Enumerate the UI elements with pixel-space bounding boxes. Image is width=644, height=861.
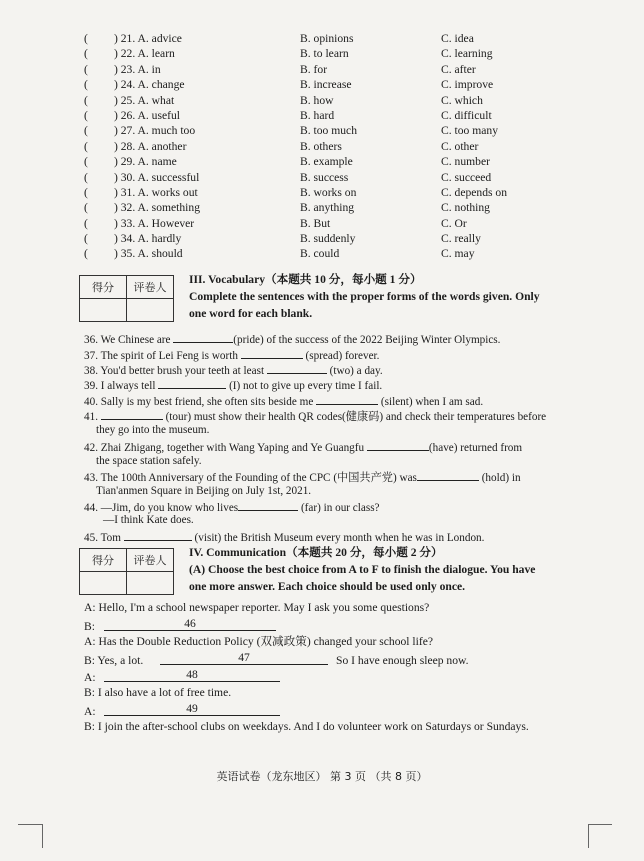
answer-blank-49[interactable]: 49 (104, 702, 280, 716)
q40-text: 40. Sally is my best friend, she often sits beside me (84, 396, 317, 408)
q36-text: 36. We Chinese are (84, 334, 174, 346)
option-a: ) 34. A. hardly (114, 232, 182, 246)
question-42 (84, 439, 522, 455)
answer-paren[interactable]: ( (84, 108, 88, 122)
q43-hint: (hold) in (478, 472, 521, 484)
question-42-cont: the space station safely. (96, 455, 202, 467)
q39-text: 39. I always tell (84, 380, 159, 392)
option-b: B. But (300, 216, 331, 230)
choice-row (84, 154, 624, 169)
answer-paren[interactable]: ( (84, 185, 88, 199)
dialogue-line-4-end: So I have enough sleep now. (336, 654, 469, 667)
option-b: B. hard (300, 108, 335, 122)
question-41 (84, 408, 546, 424)
option-b: B. opinions (300, 32, 354, 45)
question-45 (84, 529, 484, 545)
choice-row (84, 139, 624, 154)
crop-mark-left-v (42, 824, 43, 848)
option-c: C. which (441, 93, 483, 107)
option-b: B. success (300, 170, 349, 184)
answer-paren[interactable]: ( (84, 32, 88, 45)
q41-hint: (tour) must show their health QR codes(健康码) and check their temperatures before (162, 411, 547, 423)
option-b: B. suddenly (300, 232, 356, 246)
option-c: C. learning (441, 47, 493, 61)
question-39 (84, 377, 382, 393)
crop-mark-right-v (588, 824, 589, 848)
q45-text: 45. Tom (84, 532, 124, 544)
option-a: ) 24. A. change (114, 78, 185, 92)
option-c: C. depends on (441, 185, 508, 199)
option-a: ) 27. A. much too (114, 124, 196, 138)
question-38 (84, 362, 383, 378)
q38-hint: (two) a day. (326, 365, 383, 377)
choice-row (84, 62, 624, 77)
option-a: ) 25. A. what (114, 93, 175, 107)
option-b: B. could (300, 247, 340, 261)
option-a: ) 33. A. However (114, 216, 195, 230)
option-c: C. improve (441, 78, 494, 92)
option-a: ) 29. A. name (114, 155, 177, 169)
q45-blank[interactable] (124, 529, 192, 541)
question-44-cont: —I think Kate does. (103, 514, 194, 526)
option-b: B. works on (300, 185, 357, 199)
answer-blank-46[interactable]: 46 (104, 617, 276, 631)
option-c: C. other (441, 139, 479, 153)
section4-title: IV. Communication（本题共 20 分，每小题 2 分） (189, 546, 443, 559)
grader-cell[interactable] (127, 572, 174, 595)
option-c: C. difficult (441, 108, 492, 122)
answer-blank-47[interactable]: 47 (160, 651, 328, 665)
answer-paren[interactable]: ( (84, 139, 88, 153)
answer-paren[interactable]: ( (84, 124, 88, 138)
option-c: C. succeed (441, 170, 492, 184)
option-c: C. may (441, 247, 475, 261)
grader-label: 评卷人 (127, 276, 174, 299)
q39-blank[interactable] (158, 377, 226, 389)
question-37 (84, 347, 379, 363)
q38-text: 38. You'd better brush your teeth at least (84, 365, 267, 377)
question-40 (84, 393, 483, 409)
option-a: ) 32. A. something (114, 201, 200, 215)
q36-blank[interactable] (173, 331, 233, 343)
choice-row (84, 93, 624, 108)
q37-hint: (spread) forever. (302, 350, 380, 362)
answer-paren[interactable]: ( (84, 47, 88, 61)
option-b: B. increase (300, 78, 352, 92)
answer-blank-48[interactable]: 48 (104, 668, 280, 682)
question-41-cont: they go into the museum. (96, 424, 210, 436)
option-b: B. too much (300, 124, 358, 138)
q42-hint: (have) returned from (428, 442, 523, 454)
option-c: C. too many (441, 124, 499, 138)
choice-row (84, 200, 624, 215)
option-c: C. really (441, 232, 481, 246)
answer-paren[interactable]: ( (84, 62, 88, 76)
dialogue-line-5-speaker: A: (84, 671, 96, 684)
score-box-section4 (79, 548, 174, 595)
option-b: B. for (300, 62, 328, 76)
section4-instruction-2: one more answer. Each choice should be used only once. (189, 580, 466, 593)
option-b: B. others (300, 139, 342, 153)
answer-paren[interactable]: ( (84, 170, 88, 184)
q39-hint: (I) not to give up every time I fail. (226, 380, 383, 392)
option-a: ) 23. A. in (114, 62, 161, 76)
answer-paren[interactable]: ( (84, 93, 88, 107)
crop-mark-right-h (588, 824, 612, 825)
option-b: B. example (300, 155, 353, 169)
option-a: ) 26. A. useful (114, 108, 181, 122)
q40-blank[interactable] (316, 393, 378, 405)
q43-blank[interactable] (417, 469, 479, 481)
option-b: B. to learn (300, 47, 349, 61)
q44-hint: (far) in our class? (298, 502, 380, 514)
choice-row (84, 170, 624, 185)
question-36 (84, 331, 500, 347)
grader-label: 评卷人 (127, 549, 174, 572)
answer-paren[interactable]: ( (84, 155, 88, 169)
option-a: ) 35. A. should (114, 247, 183, 261)
dialogue-line-4-start: B: Yes, a lot. (84, 654, 144, 667)
option-c: C. nothing (441, 201, 490, 215)
q42-blank[interactable] (367, 439, 429, 451)
grader-cell[interactable] (127, 299, 174, 322)
choice-row (84, 31, 624, 46)
section3-title: III. Vocabulary（本题共 10 分，每小题 1 分） (189, 273, 422, 286)
q45-hint: (visit) the British Museum every month when he was in London. (191, 532, 485, 544)
option-a: ) 22. A. learn (114, 47, 175, 61)
q42-text: 42. Zhai Zhigang, together with Wang Yaping and Ye Guangfu (84, 442, 367, 454)
q41-blank[interactable] (101, 408, 163, 420)
answer-paren[interactable]: ( (84, 216, 88, 230)
crop-mark-left-h (18, 824, 42, 825)
score-box-section3 (79, 275, 174, 322)
section4-instruction-1: (A) Choose the best choice from A to F to finish the dialogue. You have (189, 563, 536, 576)
score-cell[interactable] (80, 299, 127, 322)
option-a: ) 31. A. works out (114, 185, 198, 199)
option-b: B. anything (300, 201, 355, 215)
q43-text: 43. The 100th Anniversary of the Founding of the CPC (中国共产党) was (84, 472, 417, 484)
dialogue-line-6: B: I also have a lot of free time. (84, 686, 232, 699)
choice-row (84, 216, 624, 231)
q37-blank[interactable] (241, 347, 303, 359)
page-footer: 英语试卷（龙东地区） 第 3 页 （共 8 页） (216, 770, 428, 783)
choice-list (84, 31, 624, 262)
section3-instruction-2: one word for each blank. (189, 307, 313, 320)
q44-blank[interactable] (238, 499, 298, 511)
question-43 (84, 469, 521, 485)
score-label: 得分 (80, 549, 127, 572)
q44-text: 44. —Jim, do you know who lives (84, 502, 239, 514)
section3-instruction-1: Complete the sentences with the proper forms of the words given. Only (189, 290, 540, 303)
q40-hint: (silent) when I am sad. (378, 396, 484, 408)
option-a: ) 28. A. another (114, 139, 187, 153)
choice-row (84, 108, 624, 123)
choice-row (84, 46, 624, 61)
choice-row (84, 77, 624, 92)
choice-row (84, 231, 624, 246)
choice-row (84, 185, 624, 200)
score-cell[interactable] (80, 572, 127, 595)
dialogue-line-8: B: I join the after-school clubs on weekdays. And I do volunteer work on Saturdays or Sundays. (84, 720, 529, 733)
answer-paren[interactable]: ( (84, 232, 88, 246)
choice-row (84, 123, 624, 138)
answer-paren[interactable]: ( (84, 201, 88, 215)
dialogue-line-2-speaker: B: (84, 620, 95, 633)
answer-paren[interactable]: ( (84, 247, 88, 261)
answer-paren[interactable]: ( (84, 78, 88, 92)
option-a: ) 30. A. successful (114, 170, 200, 184)
choice-row (84, 246, 624, 261)
q37-text: 37. The spirit of Lei Feng is worth (84, 350, 241, 362)
dialogue-line-7-speaker: A: (84, 705, 96, 718)
option-c: C. idea (441, 32, 474, 45)
dialogue-line-3: A: Has the Double Reduction Policy (双减政策) changed your school life? (84, 635, 434, 648)
option-a: ) 21. A. advice (114, 32, 182, 45)
option-c: C. Or (441, 216, 467, 230)
option-b: B. how (300, 93, 334, 107)
option-c: C. number (441, 155, 490, 169)
q38-blank[interactable] (267, 362, 327, 374)
q41-text: 41. (84, 411, 101, 423)
score-label: 得分 (80, 276, 127, 299)
q36-hint: (pride) of the success of the 2022 Beijing Winter Olympics. (233, 334, 501, 346)
option-c: C. after (441, 62, 476, 76)
dialogue-line-1: A: Hello, I'm a school newspaper reporter. May I ask you some questions? (84, 601, 430, 614)
question-43-cont: Tian'anmen Square in Beijing on July 1st, 2021. (96, 485, 312, 497)
